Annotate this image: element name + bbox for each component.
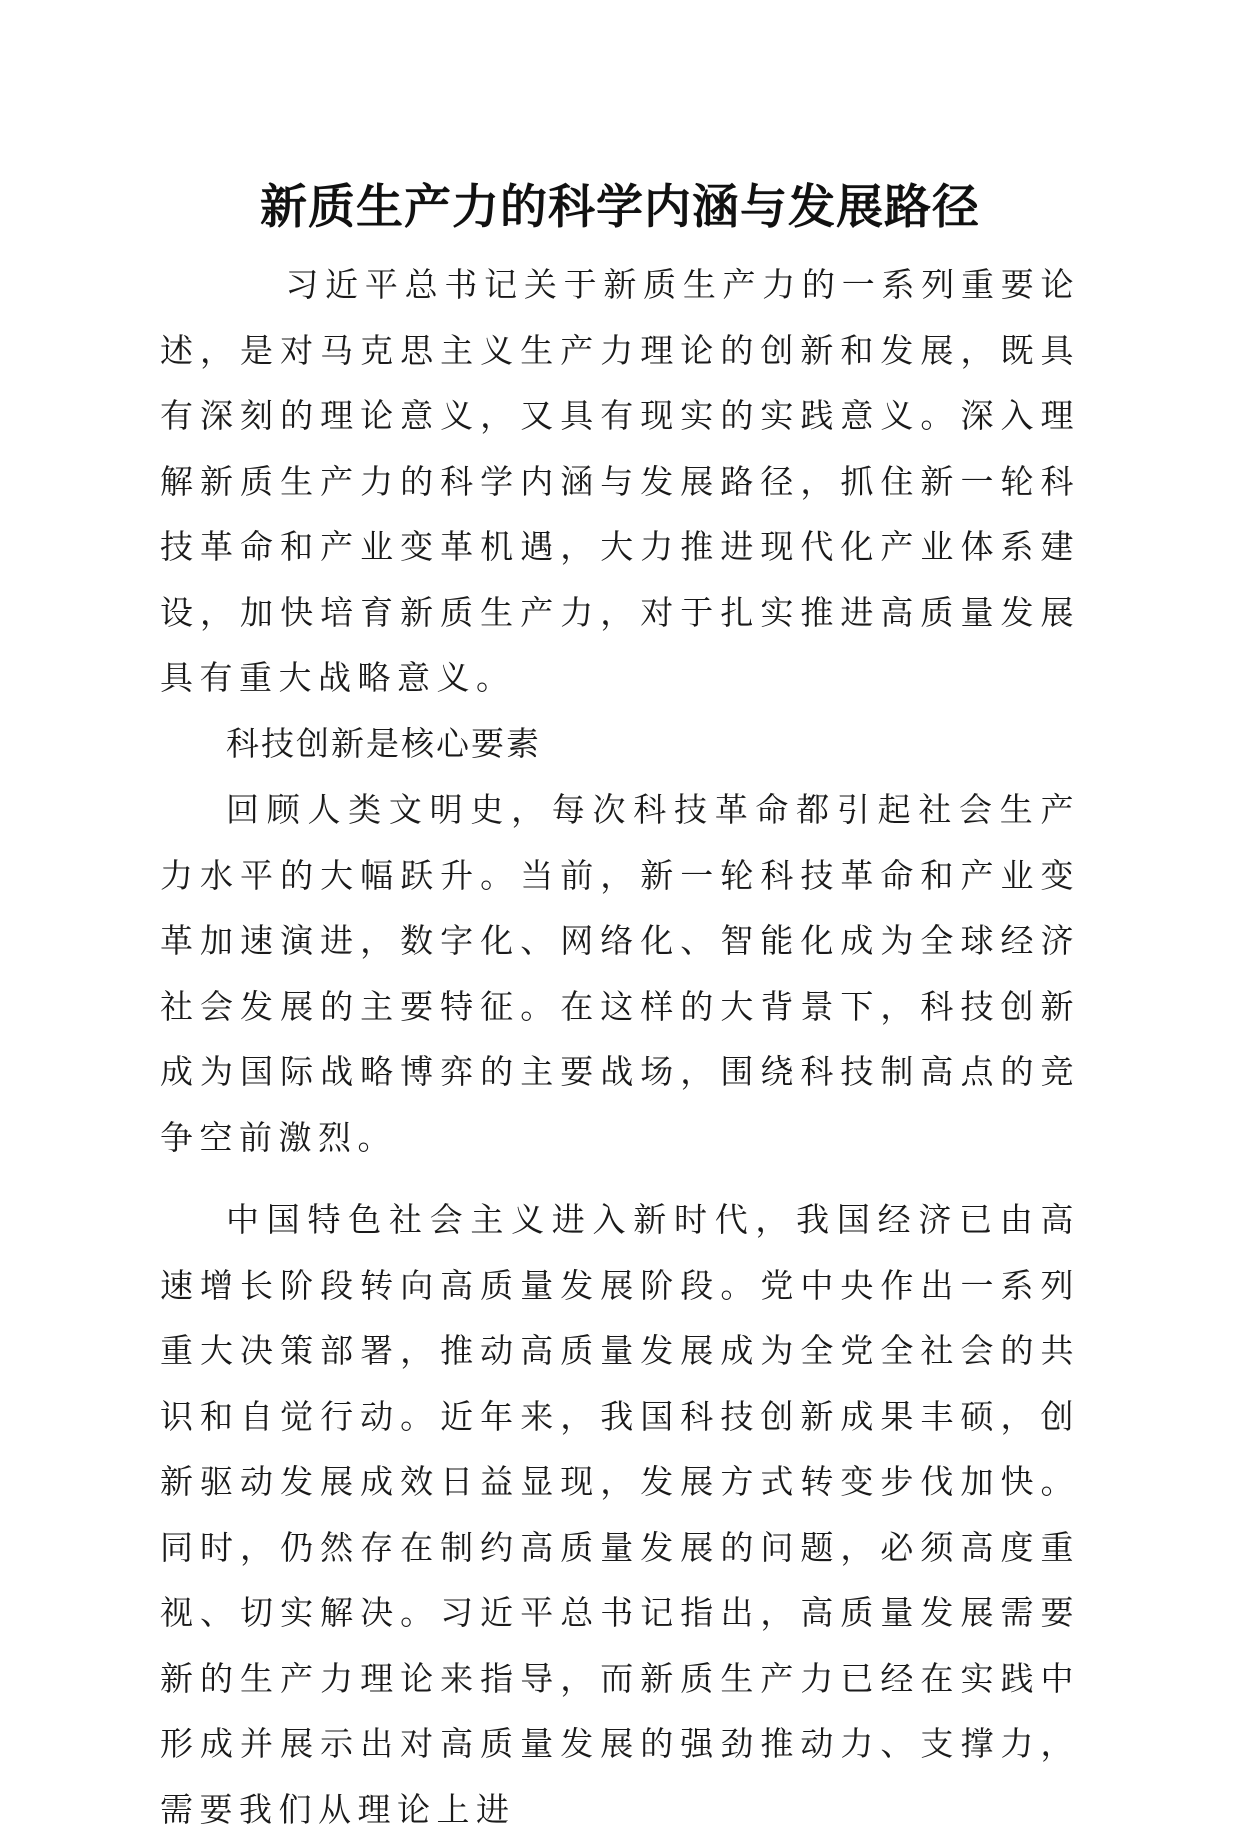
document-body (160, 252, 1080, 1842)
section-heading: 科技创新是核心要素 (226, 723, 541, 763)
body-paragraph: 回顾人类文明史，每次科技革命都引起社会生产力水平的大幅跃升。当前，新一轮科技革命和产业变革加速演进，数字化、网络化、智能化成为全球经济社会发展的主要特征。在这样的大背景下，科技创新成为国际战略博弈的主要战场，围绕科技制高点的竞争空前激烈。 (160, 790, 1080, 1157)
intro-paragraph: 习近平总书记关于新质生产力的一系列重要论述，是对马克思主义生产力理论的创新和发展，既具有深刻的理论意义，又具有现实的实践意义。深入理解新质生产力的科学内涵与发展路径，抓住新一轮科技革命和产业变革机遇，大力推进现代化产业体系建设，加快培育新质生产力，对于扎实推进高质量发展具有重大战略意义。 (160, 265, 1080, 697)
document-title: 新质生产力的科学内涵与发展路径 (260, 180, 980, 235)
body-paragraph: 中国特色社会主义进入新时代，我国经济已由高速增长阶段转向高质量发展阶段。党中央作出一系列重大决策部署，推动高质量发展成为全党全社会的共识和自觉行动。近年来，我国科技创新成果丰硕，创新驱动发展成效日益显现，发展方式转变步伐加快。同时，仍然存在制约高质量发展的问题，必须高度重视、切实解决。习近平总书记指出，高质量发展需要新的生产力理论来指导，而新质生产力已经在实践中形成并展示出对高质量发展的强劲推动力、支撑力，需要我们从理论上进 (160, 1200, 1080, 1829)
